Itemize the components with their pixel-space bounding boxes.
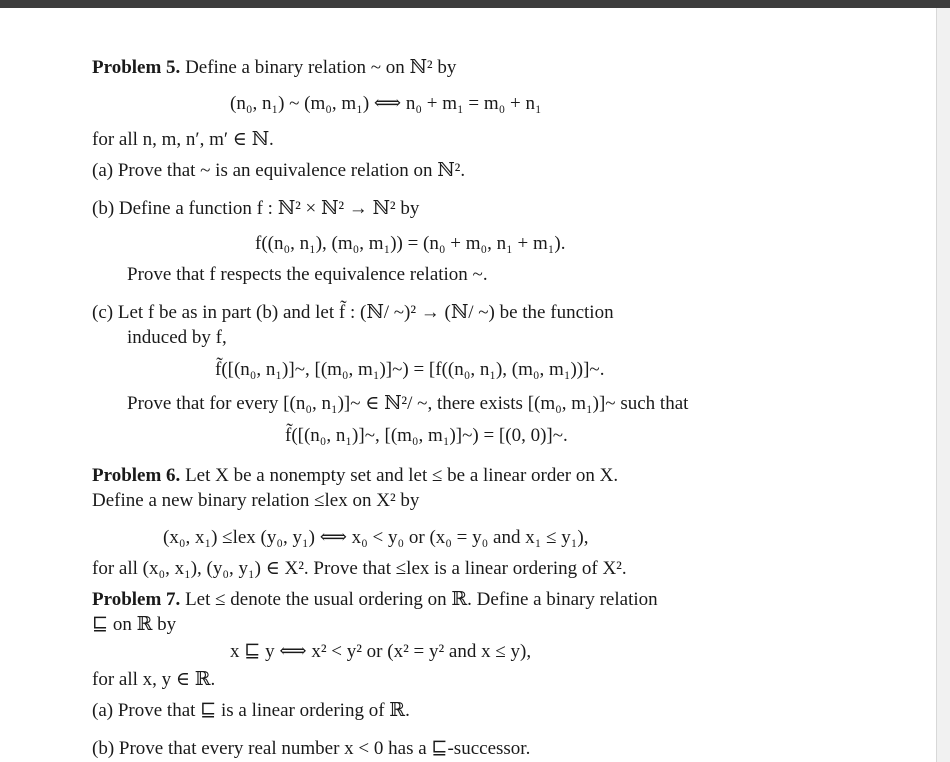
problem6-text1: Let X be a nonempty set and let ≤ be a linear order on X.	[185, 465, 619, 486]
problem7-part-a: (a) Prove that ⊑ is a linear ordering of ℝ.	[92, 700, 410, 721]
problem6-formula: (x₀, x₁) ≤lex (y₀, y₁) ⟺ x₀ < y₀ or (x₀ = y₀ and x₁ ≤ y₁),	[163, 527, 589, 548]
problem6-heading: Problem 6.	[92, 465, 181, 486]
problem5-part-c-formula: f̃([(n₀, n₁)]~, [(m₀, m₁)]~) = [f((n₀, n₁), (m₀, m₁))]~.	[215, 359, 605, 380]
problem7-line1	[92, 588, 658, 612]
problem5-forall: for all n, m, n′, m′ ∈ ℕ.	[92, 129, 274, 150]
problem5-part-b: (b) Define a function f : ℕ² × ℕ² → ℕ² by	[92, 198, 420, 219]
problem5-part-b-formula: f((n₀, n₁), (m₀, m₁)) = (n₀ + m₀, n₁ + m₁).	[255, 233, 566, 254]
problem7-forall: for all x, y ∈ ℝ.	[92, 669, 216, 690]
problem6-line3: for all (x₀, x₁), (y₀, y₁) ∈ X². Prove that ≤lex is a linear ordering of X².	[92, 558, 627, 579]
top-bar	[0, 0, 950, 8]
problem5-part-c-formula2: f̃([(n₀, n₁)]~, [(m₀, m₁)]~) = [(0, 0)]~.	[285, 425, 568, 446]
problem7-line2: ⊑ on ℝ by	[92, 614, 177, 635]
problem7-part-b: (b) Prove that every real number x < 0 has a ⊑-successor.	[92, 738, 531, 759]
problem5-heading: Problem 5.	[92, 57, 181, 78]
problem5-part-a: (a) Prove that ~ is an equivalence relation on ℕ².	[92, 160, 466, 181]
problem6-line1	[92, 464, 618, 488]
problem6-line2: Define a new binary relation ≤lex on X² by	[92, 490, 420, 511]
problem7-formula: x ⊑ y ⟺ x² < y² or (x² = y² and x ≤ y),	[230, 641, 532, 662]
problem5-part-c-line1: (c) Let f be as in part (b) and let f̃ : (ℕ/ ~)² → (ℕ/ ~) be the function	[92, 302, 614, 323]
problem5-part-c-prove: Prove that for every [(n₀, n₁)]~ ∈ ℕ²/ ~, there exists [(m₀, m₁)]~ such that	[127, 393, 689, 414]
problem5-intro-line	[92, 56, 456, 80]
problem5-part-b-prove: Prove that f respects the equivalence relation ~.	[127, 264, 488, 285]
problem7-text1: Let ≤ denote the usual ordering on ℝ. Define a binary relation	[185, 589, 658, 610]
scrollbar[interactable]	[936, 8, 950, 762]
problem5-intro: Define a binary relation ~ on ℕ² by	[185, 57, 457, 78]
problem5-part-c-line2: induced by f,	[127, 327, 227, 348]
problem5-definition: (n₀, n₁) ~ (m₀, m₁) ⟺ n₀ + m₁ = m₀ + n₁	[230, 93, 542, 114]
problem7-heading: Problem 7.	[92, 589, 181, 610]
document-page	[0, 8, 936, 762]
